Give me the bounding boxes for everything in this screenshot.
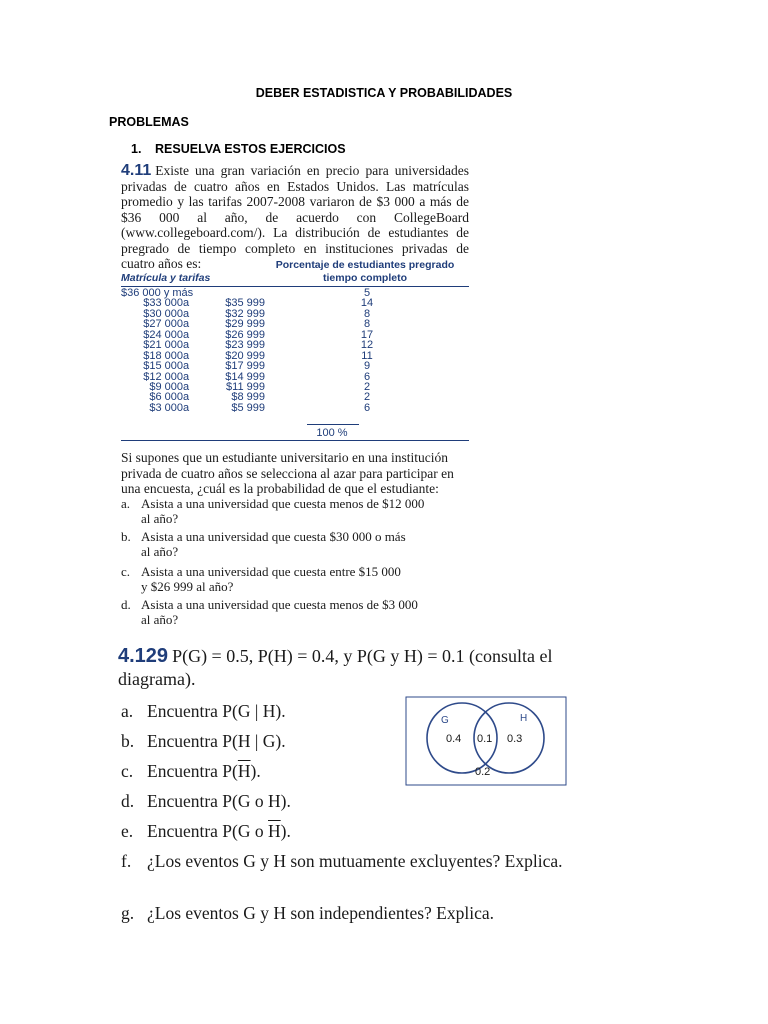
problem-411-statement: [121, 163, 469, 272]
option-text-line1: Asista a una universidad que cuesta entre $15 000: [141, 564, 401, 579]
row-percent: 6: [363, 401, 371, 414]
row-range-from: $27 000: [143, 318, 183, 331]
row-range-to: $32 999: [225, 307, 265, 320]
row-range-sep: a: [183, 391, 190, 404]
table-bottom-rule: [121, 440, 469, 441]
document-title: DEBER ESTADISTICA Y PROBABILIDADES: [255, 86, 513, 100]
row-percent: 2: [363, 380, 371, 393]
problem-4129-number: 4.129: [118, 645, 169, 667]
row-range-from: $18 000: [143, 349, 183, 362]
option-text-line1: Asista a una universidad que cuesta menos de $12 000: [141, 496, 425, 511]
row-range-to: $26 999: [225, 328, 265, 341]
option-text-line2: al año?: [141, 543, 179, 559]
row-percent: 6: [363, 370, 371, 383]
row-range-to: $20 999: [225, 349, 265, 362]
problem-4129-statement: [118, 645, 578, 691]
option-text-line2: al año?: [141, 611, 179, 627]
row-percent: 8: [363, 318, 371, 331]
row-range-to: $17 999: [225, 360, 265, 373]
table-total-rule: [307, 424, 359, 425]
option-letter: a.: [121, 496, 131, 511]
option-letter: d.: [121, 791, 135, 811]
row-range-sep: a: [183, 360, 190, 373]
row-range-sep: a: [183, 318, 190, 331]
row-range-to: $35 999: [225, 297, 265, 310]
option-text-line1: Asista a una universidad que cuesta $30 000 o más: [141, 529, 406, 544]
row-range-from: $6 000: [149, 391, 183, 404]
venn-value-outside: 0.2: [475, 766, 491, 778]
list-heading: [131, 142, 346, 156]
row-percent: 14: [360, 297, 374, 310]
row-range-to: $8 999: [231, 391, 265, 404]
option-text-line2: al año?: [141, 510, 179, 526]
option-text: ¿Los eventos G y H son independientes? Explica.: [147, 903, 494, 923]
row-range-sep: a: [183, 307, 190, 320]
problem-4129-text: P(G) = 0.5, P(H) = 0.4, y P(G y H) = 0.1 (consulta el diagrama).: [118, 646, 553, 689]
option-letter: c.: [121, 564, 131, 579]
row-percent: 9: [363, 360, 371, 373]
option-letter: a.: [121, 701, 134, 721]
row-percent: 2: [363, 391, 371, 404]
row-percent: 12: [360, 339, 374, 352]
option-text: Encuentra P(G | H).: [147, 701, 286, 721]
row-range-sep: a: [183, 401, 190, 414]
problem-411-question: Si supones que un estudiante universitario en una institución privada de cuatro años se selecciona al azar para participar en una encuesta, ¿cuál es la probabilidad de que el estudiante:: [121, 450, 454, 496]
option-letter: c.: [121, 761, 134, 781]
row-range-sep: a: [183, 370, 190, 383]
row-range-sep: a: [183, 328, 190, 341]
row-percent: 8: [363, 307, 371, 320]
row-percent: 11: [361, 349, 373, 362]
option-text: ¿Los eventos G y H son mutuamente excluyentes? Explica.: [147, 851, 563, 871]
option-text-line1: Asista a una universidad que cuesta menos de $3 000: [141, 597, 418, 612]
row-range-to: $29 999: [225, 318, 265, 331]
option-text: Encuentra P(G o H).: [147, 791, 291, 811]
row-range-from: $12 000: [143, 370, 183, 383]
option-letter: e.: [121, 821, 134, 841]
row-range-from: $21 000: [143, 339, 183, 352]
option-letter: d.: [121, 597, 131, 612]
row-range-sep: a: [183, 339, 190, 352]
option-text: Encuentra P(H | G).: [147, 731, 286, 751]
option-text-line2: y $26 999 al año?: [141, 578, 234, 594]
option-letter: f.: [121, 851, 132, 871]
table-header-tuition: Matrícula y tarifas: [121, 272, 211, 284]
row-percent: 17: [360, 328, 374, 341]
row-range-sep: a: [183, 349, 190, 362]
row-range-from: $15 000: [143, 360, 183, 373]
option-text: Encuentra $P(\overline{H})$.: [147, 761, 261, 781]
venn-value-both: 0.1: [477, 733, 493, 745]
section-heading: PROBLEMAS: [109, 115, 189, 129]
table-total: 100 %: [316, 427, 348, 439]
row-range-to: $11 999: [226, 380, 265, 393]
row-range-from: $24 000: [143, 328, 183, 341]
row-range-to: $5 999: [231, 401, 265, 414]
table-row: [121, 403, 469, 413]
row-percent: 5: [363, 287, 371, 299]
table-body: [121, 288, 469, 413]
row-range-sep: a: [183, 297, 190, 310]
table-header-percent: [261, 259, 469, 285]
option-letter: b.: [121, 529, 131, 544]
venn-value-h-only: 0.3: [507, 733, 523, 745]
table-header-percent-line2: tiempo completo: [322, 272, 407, 284]
row-range-from: $33 000: [143, 297, 183, 310]
row-range-to: $14 999: [225, 370, 265, 383]
option-text: Encuentra P(G o $\overline{H}$).: [147, 821, 291, 841]
table-header-percent-line1: Porcentaje de estudiantes pregrado: [275, 259, 455, 271]
problem-411-number: 4.11: [121, 162, 152, 179]
row-range-from: $3 000: [149, 401, 183, 414]
venn-value-g-only: 0.4: [446, 733, 462, 745]
row-range-from: $30 000: [143, 307, 183, 320]
venn-label-g: G: [441, 715, 449, 726]
option-letter: b.: [121, 731, 135, 751]
option-letter: g.: [121, 903, 135, 923]
list-number: 1.: [131, 142, 142, 156]
row-range-from: $9 000: [149, 380, 183, 393]
list-heading-text: RESUELVA ESTOS EJERCICIOS: [155, 142, 346, 156]
problem-411-text: Existe una gran variación en precio para universidades privadas de cuatro años en Estados Unidos. Las matrículas promedio y las tarifas 2007-2008 variaron de $3 000 a más de $36 000 al año, de acuerdo con CollegeBoard (www.collegeboard.com/). La distribución de estudiantes de pregrado de tiempo completo en instituciones privadas de cuatro años es:: [121, 163, 469, 271]
table-row: [121, 361, 469, 371]
row-range-to: $23 999: [225, 339, 265, 352]
row-range-sep: a: [183, 380, 190, 393]
venn-label-h: H: [520, 713, 528, 724]
row-range-from: $36 000 y más: [121, 287, 194, 299]
venn-diagram: [405, 696, 567, 786]
